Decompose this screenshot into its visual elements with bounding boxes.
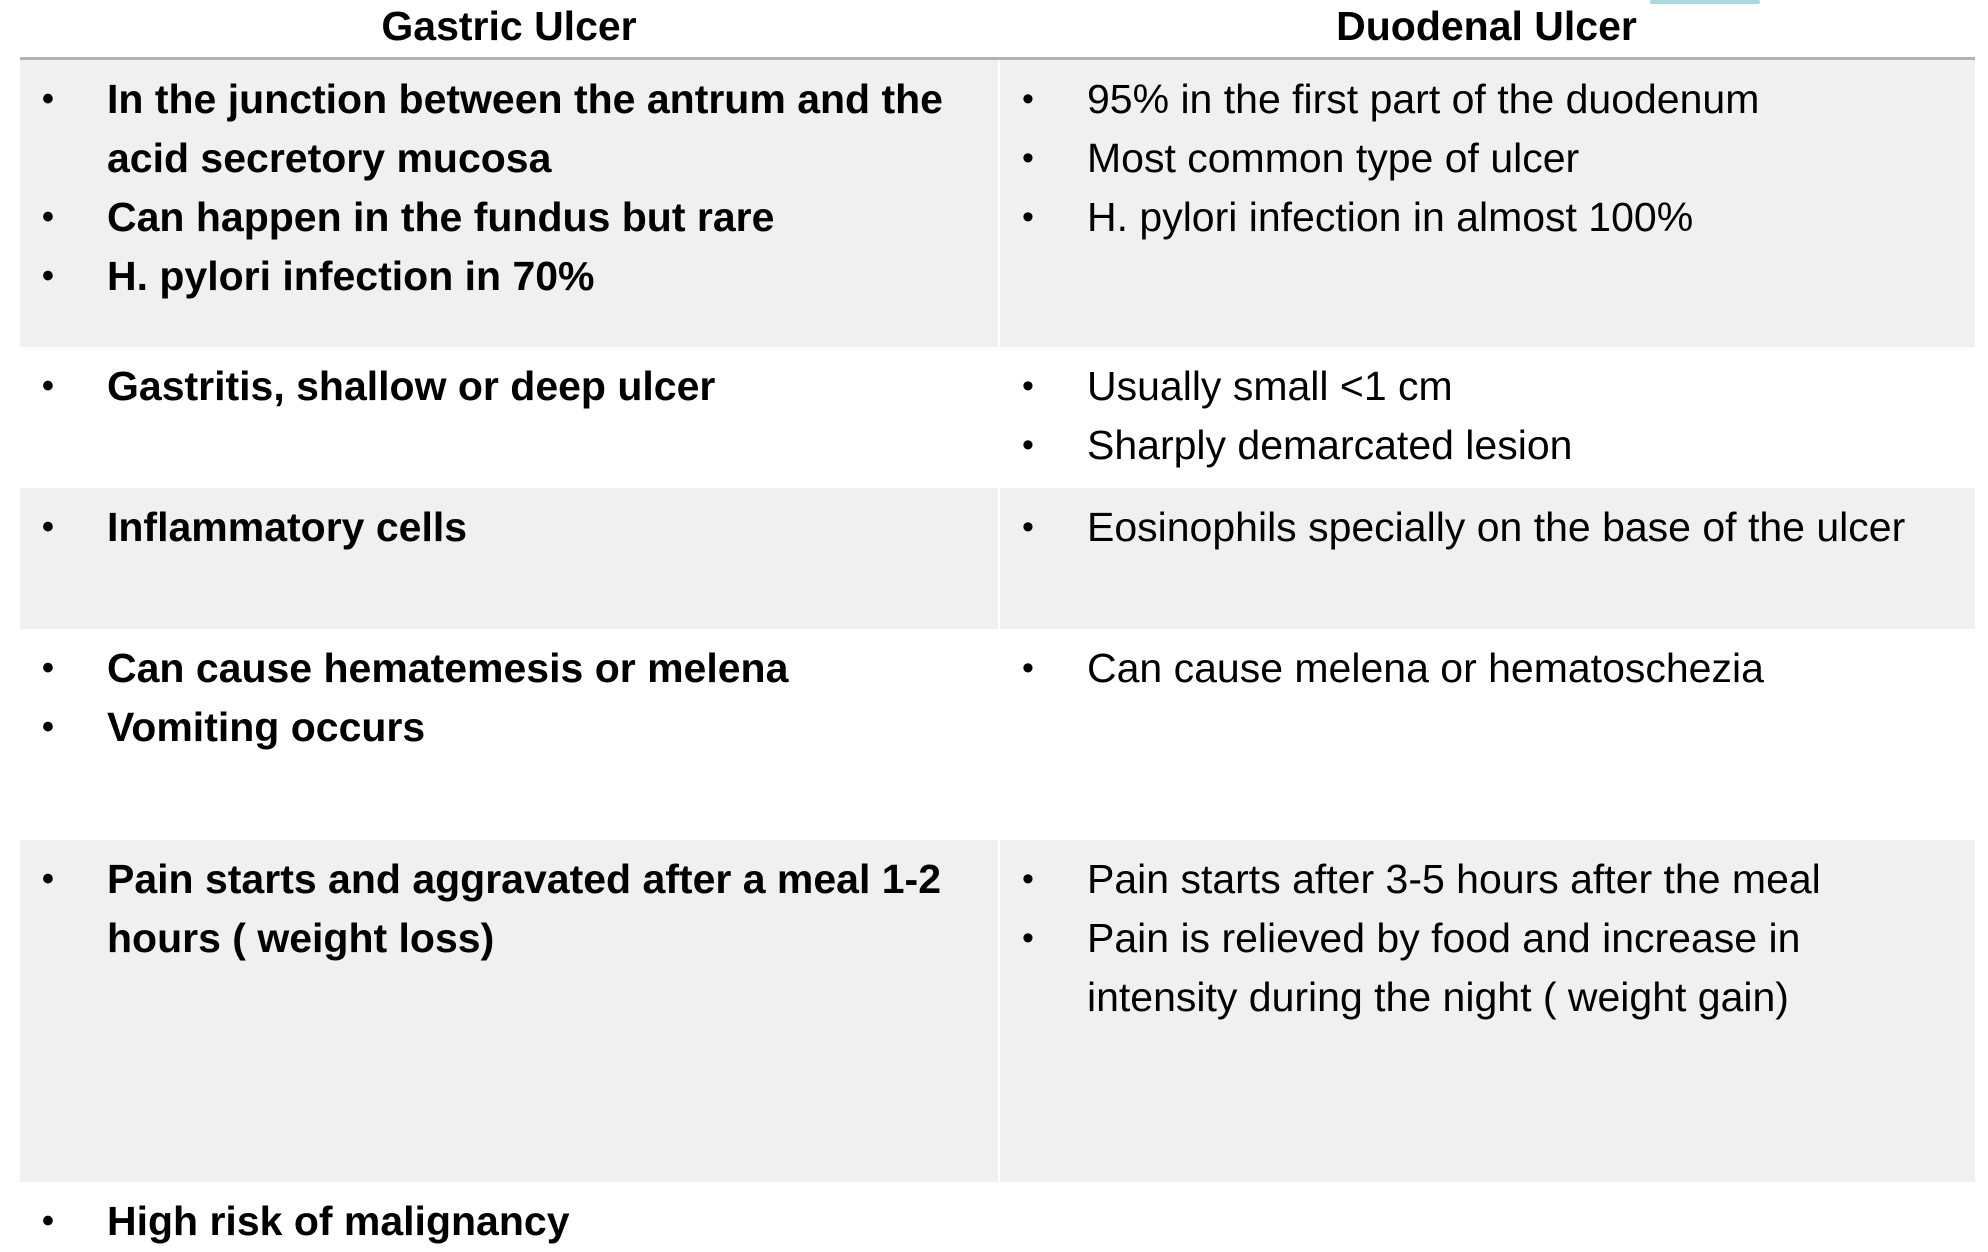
bullet-icon: • — [42, 708, 54, 746]
gastric-cell — [20, 347, 998, 488]
list-item: • Sharply demarcated lesion — [1000, 416, 1975, 475]
gastric-cell — [20, 629, 998, 840]
duodenal-cell — [998, 488, 1975, 629]
list-item: • Most common type of ulcer — [1000, 129, 1975, 188]
bullet-icon: • — [42, 1202, 54, 1240]
gastric-cell — [20, 488, 998, 629]
duodenal-cell — [998, 840, 1975, 1182]
bullet-icon: • — [42, 80, 54, 118]
comparison-table — [20, 0, 1975, 1252]
list-item: • Usually small <1 cm — [1000, 357, 1975, 416]
list-item: • Pain is relieved by food and increase in intensity during the night ( weight gain) — [1000, 909, 1975, 1027]
gastric-cell — [20, 840, 998, 1182]
bullet-icon: • — [1022, 426, 1034, 464]
list-item: • Can cause hematemesis or melena — [20, 639, 998, 698]
duodenal-cell — [998, 60, 1975, 347]
duodenal-cell — [998, 347, 1975, 488]
list-item: • Pain starts after 3-5 hours after the meal — [1000, 850, 1975, 909]
bullet-icon: • — [1022, 649, 1034, 687]
list-item: • Gastritis, shallow or deep ulcer — [20, 357, 998, 416]
bullet-icon: • — [1022, 139, 1034, 177]
list-item: • Pain starts and aggravated after a meal 1-2 hours ( weight loss) — [20, 850, 998, 968]
duodenal-ulcer-heading: Duodenal Ulcer — [1336, 3, 1637, 49]
table-row — [20, 60, 1975, 347]
table-row — [20, 840, 1975, 1182]
list-item: • Inflammatory cells — [20, 498, 998, 557]
bullet-icon: • — [1022, 860, 1034, 898]
list-item: • Vomiting occurs — [20, 698, 998, 757]
gastric-cell — [20, 1182, 998, 1252]
bullet-icon: • — [42, 508, 54, 546]
bullet-icon: • — [42, 257, 54, 295]
list-item: • H. pylori infection in almost 100% — [1000, 188, 1975, 247]
list-item: • 95% in the first part of the duodenum — [1000, 70, 1975, 129]
bullet-icon: • — [1022, 919, 1034, 957]
table-row — [20, 629, 1975, 840]
duodenal-cell — [998, 1182, 1975, 1252]
bullet-icon: • — [42, 367, 54, 405]
list-item: • Eosinophils specially on the base of the ulcer — [1000, 498, 1975, 557]
list-item: • Can happen in the fundus but rare — [20, 188, 998, 247]
bullet-icon: • — [1022, 198, 1034, 236]
bullet-icon: • — [42, 649, 54, 687]
table-header — [20, 0, 1975, 60]
table-row — [20, 1182, 1975, 1252]
bullet-icon: • — [1022, 367, 1034, 405]
table-row — [20, 488, 1975, 629]
gastric-cell — [20, 60, 998, 347]
table-row — [20, 347, 1975, 488]
gastric-ulcer-heading: Gastric Ulcer — [381, 3, 637, 49]
bullet-icon: • — [42, 198, 54, 236]
list-item: • In the junction between the antrum and the acid secretory mucosa — [20, 70, 998, 188]
list-item: • H. pylori infection in 70% — [20, 247, 998, 306]
list-item: • High risk of malignancy — [20, 1192, 998, 1251]
duodenal-cell — [998, 629, 1975, 840]
bullet-icon: • — [1022, 80, 1034, 118]
bullet-icon: • — [1022, 508, 1034, 546]
bullet-icon: • — [42, 860, 54, 898]
list-item: • Can cause melena or hematoschezia — [1000, 639, 1975, 698]
